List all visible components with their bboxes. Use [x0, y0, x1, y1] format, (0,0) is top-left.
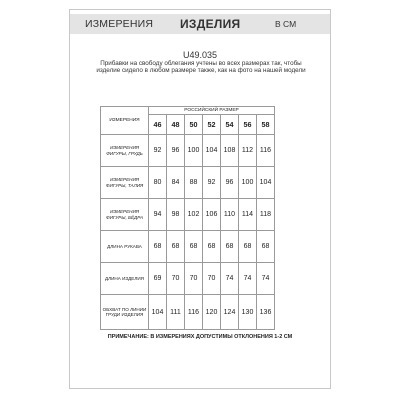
row-garment-chest-girth — [101, 295, 275, 330]
row-label: ДЛИНА РУКАВА — [101, 231, 149, 263]
size-header-cell: 56 — [239, 115, 257, 135]
corner-label: ИЗМЕРЕНИЯ — [101, 107, 149, 135]
value-cell: 104 — [149, 295, 167, 330]
header-bar — [70, 14, 330, 34]
value-cell: 68 — [203, 231, 221, 263]
row-garment-length — [101, 263, 275, 295]
size-group-label: РОССИЙСКИЙ РАЗМЕР — [149, 107, 275, 115]
value-cell: 69 — [149, 263, 167, 295]
size-header-cell: 48 — [167, 115, 185, 135]
value-cell: 70 — [185, 263, 203, 295]
value-cell: 111 — [167, 295, 185, 330]
value-cell: 92 — [149, 135, 167, 167]
value-cell: 68 — [149, 231, 167, 263]
value-cell: 74 — [221, 263, 239, 295]
value-cell: 136 — [257, 295, 275, 330]
size-header-cell: 54 — [221, 115, 239, 135]
row-waist — [101, 167, 275, 199]
row-label: ИЗМЕРЕНИЯ ФИГУРЫ, ГРУДЬ — [101, 135, 149, 167]
value-cell: 74 — [239, 263, 257, 295]
row-label: ИЗМЕРЕНИЯ ФИГУРЫ, БЁДРА — [101, 199, 149, 231]
value-cell: 84 — [167, 167, 185, 199]
value-cell: 106 — [203, 199, 221, 231]
value-cell: 98 — [167, 199, 185, 231]
size-header-cell: 50 — [185, 115, 203, 135]
header-units: В СМ — [275, 19, 297, 29]
size-chart-sheet — [69, 9, 331, 389]
row-label: ДЛИНА ИЗДЕЛИЯ — [101, 263, 149, 295]
value-cell: 96 — [221, 167, 239, 199]
value-cell: 96 — [167, 135, 185, 167]
value-cell: 104 — [203, 135, 221, 167]
row-label: ОБХВАТ ПО ЛИНИИ ГРУДИ ИЗДЕЛИЯ — [101, 295, 149, 330]
tolerance-note: ПРИМЕЧАНИЕ: В ИЗМЕРЕНИЯХ ДОПУСТИМЫ ОТКЛОНЕНИЯ 1-2 СМ — [107, 334, 293, 340]
value-cell: 94 — [149, 199, 167, 231]
size-header-cell: 58 — [257, 115, 275, 135]
fit-note: Прибавки на свободу облегания учтены во всех размерах так, чтобы изделие сидело в любом размере также, как на фото на нашей модели — [96, 60, 306, 75]
value-cell: 68 — [167, 231, 185, 263]
size-group-row — [101, 107, 275, 115]
header-garment: ИЗДЕЛИЯ — [180, 17, 241, 31]
value-cell: 68 — [221, 231, 239, 263]
value-cell: 112 — [239, 135, 257, 167]
row-hips — [101, 199, 275, 231]
value-cell: 68 — [257, 231, 275, 263]
row-label: ИЗМЕРЕНИЯ ФИГУРЫ, ТАЛИЯ — [101, 167, 149, 199]
value-cell: 104 — [257, 167, 275, 199]
size-table — [100, 106, 275, 330]
value-cell: 70 — [203, 263, 221, 295]
value-cell: 108 — [221, 135, 239, 167]
size-header-cell: 46 — [149, 115, 167, 135]
size-header-cell: 52 — [203, 115, 221, 135]
value-cell: 68 — [239, 231, 257, 263]
value-cell: 124 — [221, 295, 239, 330]
value-cell: 88 — [185, 167, 203, 199]
row-sleeve-length — [101, 231, 275, 263]
value-cell: 100 — [185, 135, 203, 167]
value-cell: 80 — [149, 167, 167, 199]
value-cell: 92 — [203, 167, 221, 199]
row-chest — [101, 135, 275, 167]
value-cell: 110 — [221, 199, 239, 231]
value-cell: 74 — [257, 263, 275, 295]
value-cell: 116 — [185, 295, 203, 330]
value-cell: 114 — [239, 199, 257, 231]
header-measurements: ИЗМЕРЕНИЯ — [85, 18, 154, 30]
value-cell: 130 — [239, 295, 257, 330]
model-code: U49.035 — [182, 50, 218, 60]
value-cell: 120 — [203, 295, 221, 330]
value-cell: 70 — [167, 263, 185, 295]
value-cell: 116 — [257, 135, 275, 167]
value-cell: 68 — [185, 231, 203, 263]
value-cell: 102 — [185, 199, 203, 231]
value-cell: 100 — [239, 167, 257, 199]
value-cell: 118 — [257, 199, 275, 231]
